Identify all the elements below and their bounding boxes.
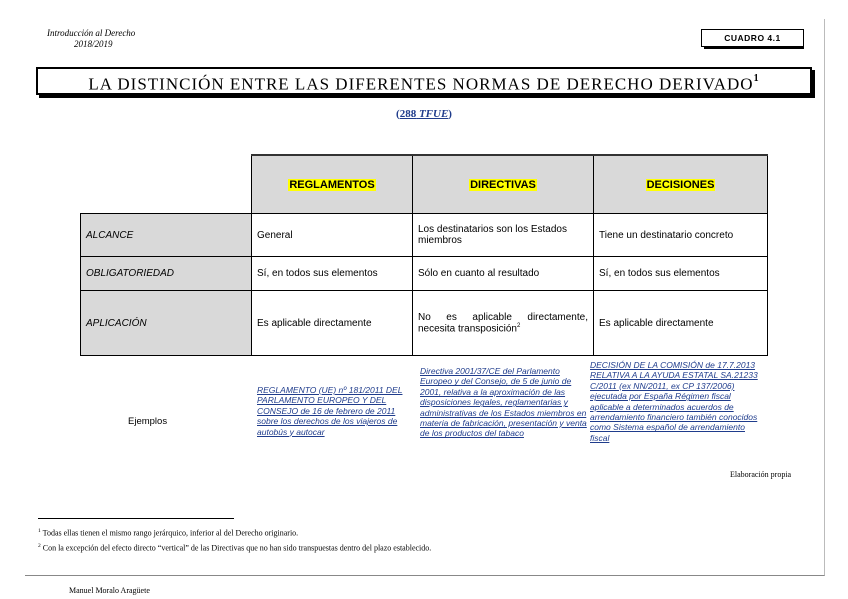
reference-close: ) bbox=[448, 108, 452, 120]
footnote-item bbox=[38, 540, 431, 555]
example-decision-text: DECISIÓN DE LA COMISIÓN de 17.7.2013 RELATIVA A LA AYUDA ESTATAL SA.21233 C/2011 (ex NN/2011, ex CP 137/2006) ejecutada por España Régimen fiscal aplicable a determinados acuerdos de arrendamiento financiero también conocidos como Sistema español de arrendamiento fiscal bbox=[590, 360, 758, 443]
examples-label: Ejemplos bbox=[128, 416, 168, 427]
course-header bbox=[47, 28, 135, 50]
table-corner bbox=[81, 155, 252, 214]
row-header: OBLIGATORIEDAD bbox=[81, 257, 252, 291]
table-cell: Es aplicable directamente bbox=[594, 291, 768, 356]
table-cell: Sí, en todos sus elementos bbox=[594, 257, 768, 291]
reference-treaty: TFUE bbox=[418, 108, 449, 120]
page-title-text: LA DISTINCIÓN ENTRE LAS DIFERENTES NORMAS DE DERECHO DERIVADO bbox=[88, 74, 754, 94]
cell-text: No es aplicable directamente, necesita transposición bbox=[418, 311, 588, 335]
example-directiva-text: Directiva 2001/37/CE del Parlamento Europeo y del Consejo, de 5 de junio de 2001, relativa a la aproximación de las disposiciones legales, reglamentarias y administrativas de los Estados miembros en materia de fabricación, presentación y venta de los productos del tabaco bbox=[420, 366, 587, 439]
footnote-mark: 2 bbox=[38, 542, 41, 549]
example-reglamento-link[interactable] bbox=[257, 385, 407, 437]
course-name: Introducción al Derecho bbox=[47, 28, 136, 38]
table-cell bbox=[413, 291, 594, 356]
column-header-label: DIRECTIVAS bbox=[470, 178, 536, 191]
footnote-item bbox=[38, 525, 431, 540]
example-reglamento-text: REGLAMENTO (UE) nº 181/2011 DEL PARLAMENTO EUROPEO Y DEL CONSEJO de 16 de febrero de 2011 sobre los derechos de los viajeros de autobús y autocar bbox=[257, 385, 403, 437]
table-cell: General bbox=[252, 214, 413, 257]
cell-footnote-mark: 2 bbox=[516, 322, 521, 329]
table-cell: Sí, en todos sus elementos bbox=[252, 257, 413, 291]
footnote-divider bbox=[38, 518, 234, 519]
table-cell: Tiene un destinatario concreto bbox=[594, 214, 768, 257]
column-header-decisiones bbox=[594, 155, 768, 214]
table-cell: Es aplicable directamente bbox=[252, 291, 413, 356]
table-row-aplicacion bbox=[81, 291, 768, 356]
row-header: APLICACIÓN bbox=[81, 291, 252, 356]
reference-article: 288 bbox=[399, 108, 417, 120]
table-row-alcance bbox=[81, 214, 768, 257]
footnote-text: Con la excepción del efecto directo “vertical” de las Directivas que no han sido transpuestas dentro del plazo establecido. bbox=[42, 543, 432, 553]
example-directiva-link[interactable] bbox=[420, 366, 588, 439]
author-name: Manuel Moralo Aragüete bbox=[69, 586, 150, 595]
column-header-label: DECISIONES bbox=[646, 178, 715, 191]
footnotes bbox=[38, 525, 431, 554]
credit-note: Elaboración propia bbox=[730, 470, 792, 479]
treaty-reference bbox=[0, 108, 848, 120]
column-header-directivas bbox=[413, 155, 594, 214]
comparison-table bbox=[80, 154, 768, 356]
footnote-mark: 1 bbox=[38, 528, 41, 534]
table-cell: Sólo en cuanto al resultado bbox=[413, 257, 594, 291]
table-cell: Los destinatarios son los Estados miembros bbox=[413, 214, 594, 257]
page-title bbox=[36, 67, 812, 95]
row-header: ALCANCE bbox=[81, 214, 252, 257]
column-header-reglamentos bbox=[252, 155, 413, 214]
treaty-reference-link[interactable] bbox=[400, 108, 449, 120]
example-decision-link[interactable] bbox=[590, 360, 765, 443]
table-row-obligatoriedad bbox=[81, 257, 768, 291]
footnote-text: Todas ellas tienen el mismo rango jerárquico, inferior al del Derecho originario. bbox=[42, 528, 299, 538]
cuadro-label: CUADRO 4.1 bbox=[701, 29, 804, 47]
course-year: 2018/2019 bbox=[74, 39, 113, 49]
title-footnote-mark: 1 bbox=[753, 73, 760, 84]
column-header-label: REGLAMENTOS bbox=[289, 178, 375, 191]
table-header-row bbox=[81, 155, 768, 214]
reference-open: ( bbox=[396, 108, 400, 120]
